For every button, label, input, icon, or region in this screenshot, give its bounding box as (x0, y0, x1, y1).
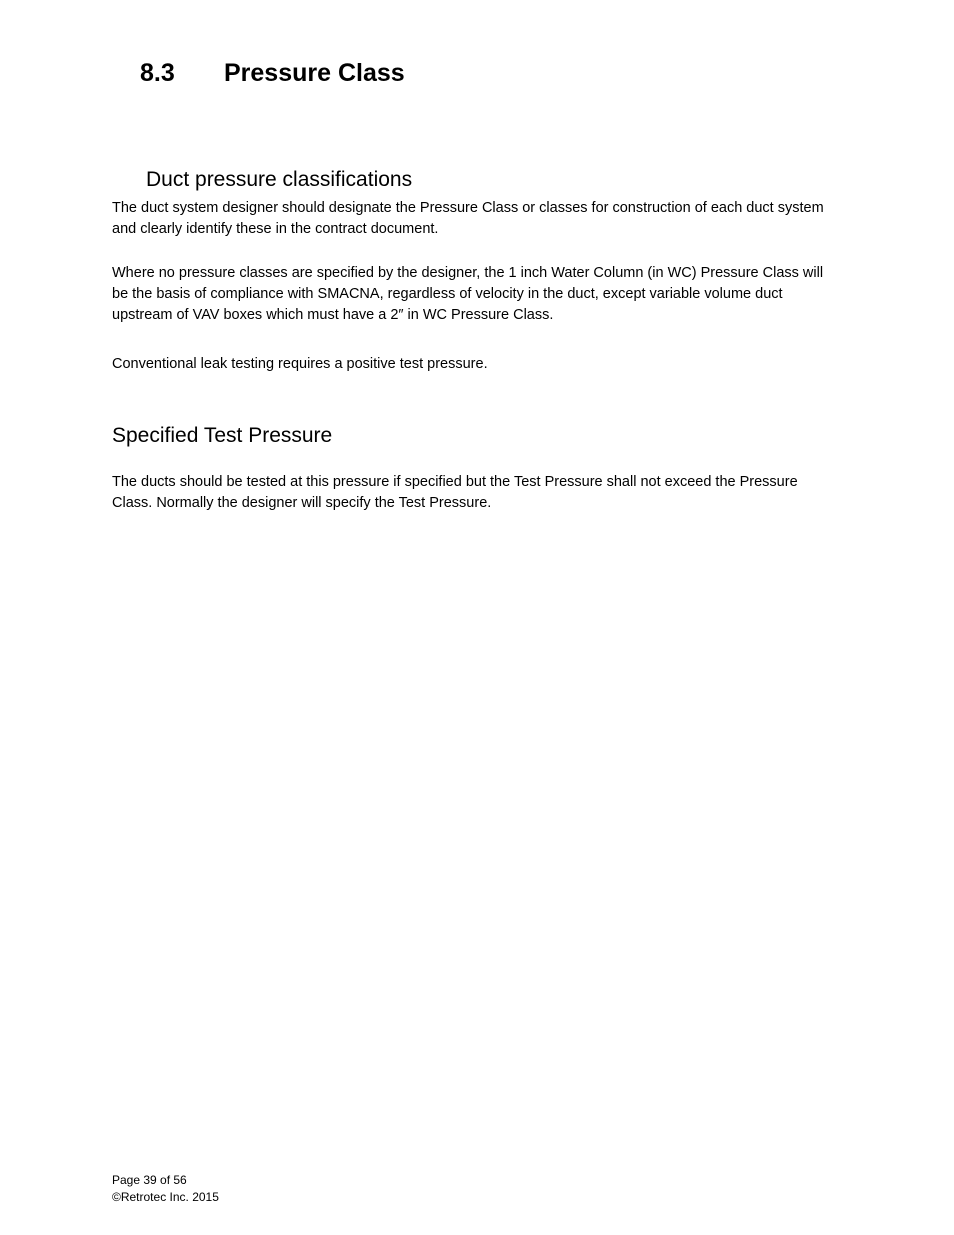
page-number: Page 39 of 56 (112, 1173, 187, 1187)
page-footer (112, 1172, 219, 1206)
duct-pressure-heading: Duct pressure classifications (146, 168, 413, 191)
section-title: Pressure Class (224, 59, 405, 87)
paragraph-designer: The duct system designer should designate the Pressure Class or classes for construction of each duct system and clearly identify these in the contract document. (112, 200, 824, 237)
copyright-notice: ©Retrotec Inc. 2015 (112, 1190, 219, 1204)
paragraph-test-pressure: The ducts should be tested at this pressure if specified but the Test Pressure shall not exceed the Pressure Class. Normally the designer will specify the Test Pressure. (112, 474, 798, 511)
section-number: 8.3 (140, 59, 175, 87)
test-pressure-heading: Specified Test Pressure (112, 424, 333, 447)
section-heading (140, 57, 405, 89)
paragraph-leak-testing: Conventional leak testing requires a positive test pressure. (112, 356, 488, 372)
paragraph-default-class: Where no pressure classes are specified by the designer, the 1 inch Water Column (in WC) Pressure Class will be the basis of compliance with SMACNA, regardless of velocity in the duct, except variable volume duct upstream of VAV boxes which must have a 2″ in WC Pressure Class. (112, 265, 824, 323)
